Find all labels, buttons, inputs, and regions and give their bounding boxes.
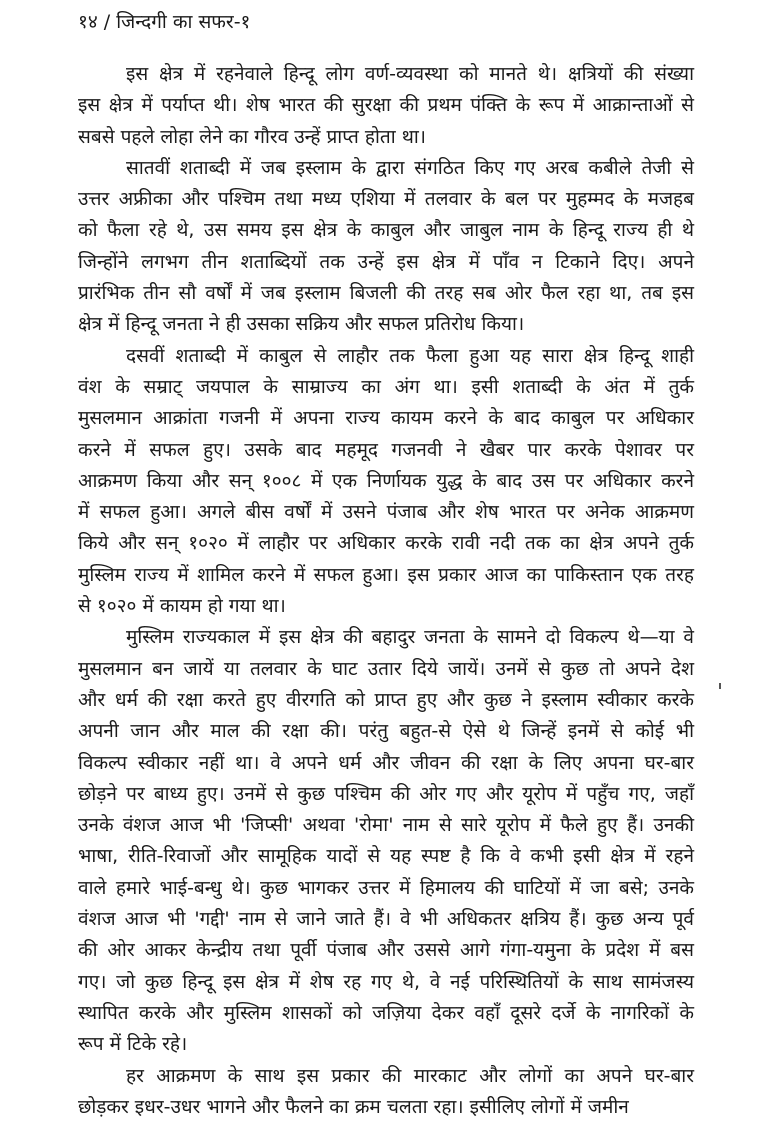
- text-line: उनके वंशज आज भी 'जिप्सी' अथवा 'रोमा' नाम से सारे यूरोप में फैले हुए हैं। उनकी: [78, 810, 694, 841]
- text-line: मुस्लिम राज्यकाल में इस क्षेत्र की बहादुर जनता के सामने दो विकल्प थे—या वे: [78, 622, 694, 653]
- text-line: मुसलमान आक्रांता गजनी में अपना राज्य कायम करने के बाद काबुल पर अधिकार: [78, 403, 694, 434]
- text-line: छोड़कर इधर-उधर भागने और फैलने का क्रम चलता रहा। इसीलिए लोगों में जमीन: [78, 1092, 694, 1123]
- text-line: वंश के सम्राट् जयपाल के साम्राज्य का अंग था। इसी शताब्दी के अंत में तुर्क: [78, 372, 694, 403]
- text-line: करने में सफल हुए। उसके बाद महमूद गजनवी ने खैबर पार करके पेशावर पर: [78, 435, 694, 466]
- text-line: सातवीं शताब्दी में जब इस्लाम के द्वारा संगठित किए गए अरब कबीले तेजी से: [78, 153, 694, 184]
- text-line: प्रारंभिक तीन सौ वर्षों में जब इस्लाम बिजली की तरह सब ओर फैल रहा था, तब इस: [78, 278, 694, 309]
- text-line: इस क्षेत्र में रहनेवाले हिन्दू लोग वर्ण-व्यवस्था को मानते थे। क्षत्रियों की संख्या: [78, 59, 694, 90]
- text-line: विकल्प स्वीकार नहीं था। वे अपने धर्म और जीवन की रक्षा के लिए अपना घर-बार: [78, 748, 694, 779]
- text-line: में सफल हुआ। अगले बीस वर्षों में उसने पंजाब और शेष भारत पर अनेक आक्रमण: [78, 497, 694, 528]
- text-line: रूप में टिके रहे।: [78, 1029, 694, 1060]
- text-line: क्षेत्र में हिन्दू जनता ने ही उसका सक्रिय और सफल प्रतिरोध किया।: [78, 309, 694, 340]
- book-title: जिन्दगी का सफर-१: [116, 11, 250, 33]
- text-line: स्थापित करके और मुस्लिम शासकों को जज़िया देकर वहाँ दूसरे दर्जे के नागरिकों के: [78, 998, 694, 1029]
- text-line: गए। जो कुछ हिन्दू इस क्षेत्र में शेष रह गए थे, वे नई परिस्थितियों के साथ सामंजस्य: [78, 967, 694, 998]
- paragraph: [78, 341, 694, 623]
- paragraph: [78, 622, 694, 1060]
- text-line: छोड़ने पर बाध्य हुए। उनमें से कुछ पश्चिम की ओर गए और यूरोप में पहुँच गए, जहाँ: [78, 779, 694, 810]
- running-header: [78, 8, 250, 36]
- text-line: और धर्म की रक्षा करते हुए वीरगति को प्राप्त हुए और कुछ ने इस्लाम स्वीकार करके: [78, 685, 694, 716]
- text-line: दसवीं शताब्दी में काबुल से लाहौर तक फैला हुआ यह सारा क्षेत्र हिन्दू शाही: [78, 341, 694, 372]
- text-line: की ओर आकर केन्द्रीय तथा पूर्वी पंजाब और उससे आगे गंगा-यमुना के प्रदेश में बस: [78, 935, 694, 966]
- text-line: भाषा, रीति-रिवाजों और सामूहिक यादों से यह स्पष्ट है कि वे कभी इसी क्षेत्र में रहने: [78, 841, 694, 872]
- text-line: हर आक्रमण के साथ इस प्रकार की मारकाट और लोगों का अपने घर-बार: [78, 1061, 694, 1092]
- text-line: अपनी जान और माल की रक्षा की। परंतु बहुत-से ऐसे थे जिन्हें इनमें से कोई भी: [78, 716, 694, 747]
- text-line: आक्रमण किया और सन् १००८ में एक निर्णायक युद्ध के बाद उस पर अधिकार करने: [78, 466, 694, 497]
- text-line: वाले हमारे भाई-बन्धु थे। कुछ भागकर उत्तर में हिमालय की घाटियों में जा बसे; उनके: [78, 873, 694, 904]
- paragraph: [78, 1061, 694, 1123]
- text-line: सबसे पहले लोहा लेने का गौरव उन्हें प्राप्त होता था।: [78, 122, 694, 153]
- page-number: १४: [78, 11, 98, 33]
- text-line: जिन्होंने लगभग तीन शताब्दियों तक उन्हें इस क्षेत्र में पाँव न टिकाने दिए। अपने: [78, 247, 694, 278]
- page-body: [78, 59, 694, 1123]
- text-line: से १०२० में कायम हो गया था।: [78, 591, 694, 622]
- text-line: इस क्षेत्र में पर्याप्त थी। शेष भारत की सुरक्षा की प्रथम पंक्ति के रूप में आक्रान्ताओं से: [78, 90, 694, 121]
- scan-speck: [719, 683, 721, 689]
- text-line: मुसलमान बन जायें या तलवार के घाट उतार दिये जायें। उनमें से कुछ तो अपने देश: [78, 654, 694, 685]
- text-line: मुस्लिम राज्य में शामिल करने में सफल हुआ। इस प्रकार आज का पाकिस्तान एक तरह: [78, 560, 694, 591]
- paragraph: [78, 153, 694, 341]
- header-separator: /: [98, 11, 116, 33]
- text-line: को फैला रहे थे, उस समय इस क्षेत्र के काबुल और जाबुल नाम के हिन्दू राज्य ही थे: [78, 215, 694, 246]
- text-line: उत्तर अफ्रीका और पश्चिम तथा मध्य एशिया में तलवार के बल पर मुहम्मद के मजहब: [78, 184, 694, 215]
- paragraph: [78, 59, 694, 153]
- text-line: किये और सन् १०२० में लाहौर पर अधिकार करके रावी नदी तक का क्षेत्र अपने तुर्क: [78, 528, 694, 559]
- text-line: वंशज आज भी 'गद्दी' नाम से जाने जाते हैं। वे भी अधिकतर क्षत्रिय हैं। कुछ अन्य पूर्व: [78, 904, 694, 935]
